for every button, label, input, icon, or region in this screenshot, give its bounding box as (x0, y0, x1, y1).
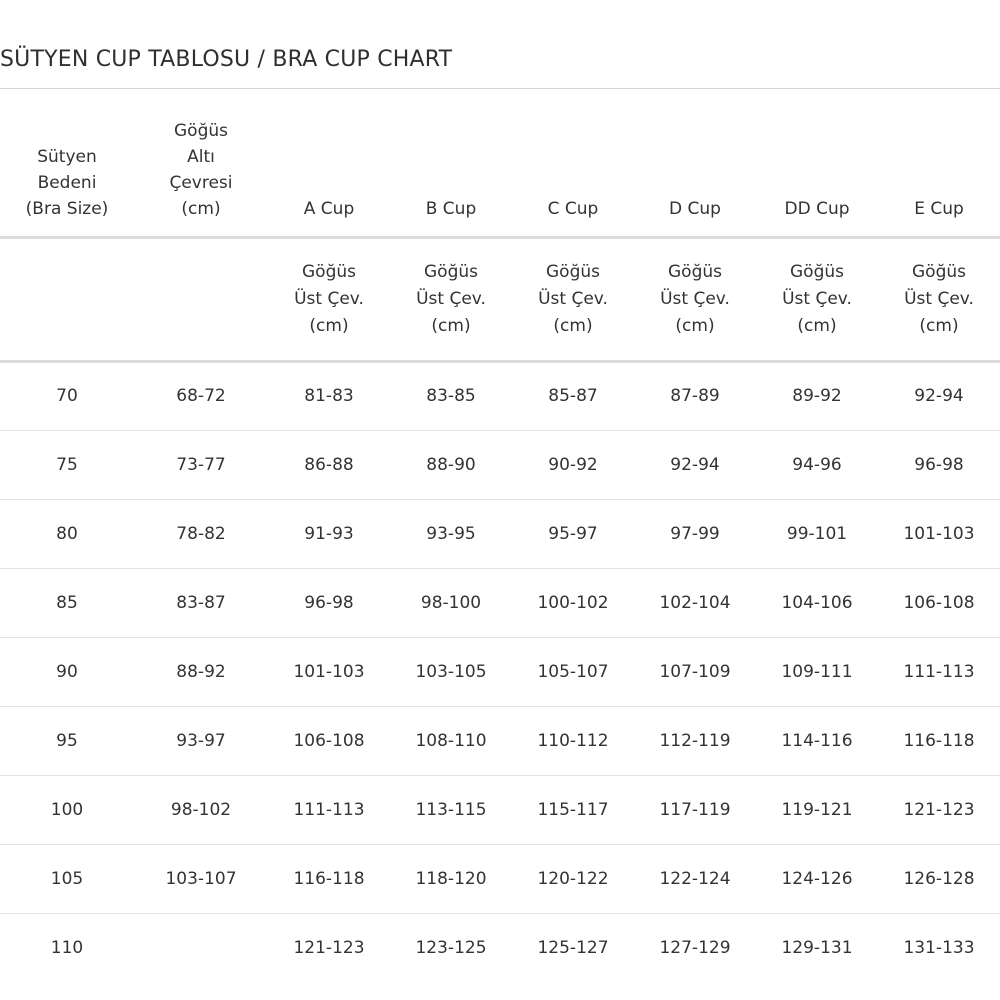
underbust-cell: 88-92 (134, 637, 268, 706)
underbust-cell: 78-82 (134, 499, 268, 568)
subheader-line: (cm) (675, 315, 715, 336)
cup-d-cell: 112-119 (634, 706, 756, 775)
cup-d-cell: 107-109 (634, 637, 756, 706)
subheader-line: Üst Çev. (782, 288, 852, 309)
cup-c-cell: 110-112 (512, 706, 634, 775)
subheader-line: Göğüs (302, 261, 356, 282)
cup-dd-cell: 119-121 (756, 775, 878, 844)
cup-dd-cell: 114-116 (756, 706, 878, 775)
subheader-empty (134, 237, 268, 361)
cup-b-cell: 118-120 (390, 844, 512, 913)
cup-dd-cell: 89-92 (756, 361, 878, 430)
cup-a-cell: 86-88 (268, 430, 390, 499)
cup-c-cell: 125-127 (537, 937, 609, 958)
table-row (0, 499, 1000, 568)
cup-dd-cell: 104-106 (756, 568, 878, 637)
table-row (0, 637, 1000, 706)
cup-d-cell: 102-104 (634, 568, 756, 637)
bra-size-cell: 70 (0, 361, 134, 430)
underbust-cell: 93-97 (134, 706, 268, 775)
table-row (0, 430, 1000, 499)
cup-d-cell: 122-124 (634, 844, 756, 913)
table-header-row (0, 89, 1000, 237)
cup-c-cell: 120-122 (512, 844, 634, 913)
cup-b-cell: 88-90 (390, 430, 512, 499)
page-title: SÜTYEN CUP TABLOSU / BRA CUP CHART (0, 47, 453, 72)
subheader-line: Göğüs (424, 261, 478, 282)
subheader-cup-measure (878, 237, 1000, 361)
subheader-cup-measure (268, 237, 390, 361)
subheader-line: (cm) (553, 315, 593, 336)
header-bra-size-line: Bedeni (37, 172, 97, 193)
bra-size-cell: 75 (0, 430, 134, 499)
underbust-cell: 68-72 (134, 361, 268, 430)
subheader-line: Üst Çev. (660, 288, 730, 309)
cup-b-cell: 103-105 (390, 637, 512, 706)
table-row (0, 361, 1000, 430)
bra-size-cell: 95 (0, 706, 134, 775)
cup-d-cell: 97-99 (634, 499, 756, 568)
subheader-line: Göğüs (668, 261, 722, 282)
header-cup-d: D Cup (634, 89, 756, 237)
cup-d-cell: 127-129 (659, 937, 731, 958)
subheader-line: Göğüs (790, 261, 844, 282)
underbust-cell: 103-107 (134, 844, 268, 913)
subheader-empty (0, 237, 134, 361)
cup-a-cell: 96-98 (268, 568, 390, 637)
underbust-cell: 73-77 (134, 430, 268, 499)
cup-d-cell: 117-119 (634, 775, 756, 844)
cup-e-cell: 121-123 (878, 775, 1000, 844)
cup-e-cell: 101-103 (878, 499, 1000, 568)
bra-size-cell: 85 (0, 568, 134, 637)
cup-dd-cell: 109-111 (756, 637, 878, 706)
header-cup-b: B Cup (390, 89, 512, 237)
subheader-cup-measure (390, 237, 512, 361)
cup-e-cell: 126-128 (878, 844, 1000, 913)
table-row (0, 568, 1000, 637)
subheader-line: (cm) (309, 315, 349, 336)
bra-size-cell: 110 (50, 937, 84, 958)
bra-cup-chart-table (0, 89, 1000, 982)
cup-c-cell: 115-117 (512, 775, 634, 844)
header-cup-dd: DD Cup (756, 89, 878, 237)
subheader-line: Üst Çev. (538, 288, 608, 309)
cup-e-cell: 116-118 (878, 706, 1000, 775)
subheader-line: Göğüs (912, 261, 966, 282)
cup-c-cell: 100-102 (512, 568, 634, 637)
cup-a-cell: 111-113 (268, 775, 390, 844)
subheader-cup-measure (512, 237, 634, 361)
cup-e-cell: 106-108 (878, 568, 1000, 637)
cup-c-cell: 95-97 (512, 499, 634, 568)
table-row (0, 706, 1000, 775)
cup-d-cell: 92-94 (634, 430, 756, 499)
subheader-cup-measure (634, 237, 756, 361)
bra-size-cell: 90 (0, 637, 134, 706)
cup-a-cell: 91-93 (268, 499, 390, 568)
header-cup-c: C Cup (512, 89, 634, 237)
cup-b-cell: 98-100 (390, 568, 512, 637)
cup-dd-cell: 124-126 (756, 844, 878, 913)
subheader-line: Üst Çev. (904, 288, 974, 309)
cup-a-cell: 121-123 (293, 937, 365, 958)
cup-e-cell: 92-94 (878, 361, 1000, 430)
cup-b-cell: 113-115 (390, 775, 512, 844)
subheader-line: (cm) (919, 315, 959, 336)
subheader-line: Üst Çev. (416, 288, 486, 309)
cup-e-cell: 111-113 (878, 637, 1000, 706)
header-underbust-line: Altı (187, 146, 215, 167)
cup-a-cell: 116-118 (268, 844, 390, 913)
header-underbust (134, 89, 268, 237)
cup-dd-cell: 99-101 (756, 499, 878, 568)
cup-b-cell: 83-85 (390, 361, 512, 430)
cup-dd-cell: 129-131 (781, 937, 853, 958)
bra-size-cell: 100 (0, 775, 134, 844)
bra-size-cell: 105 (0, 844, 134, 913)
cup-c-cell: 90-92 (512, 430, 634, 499)
cup-b-cell: 108-110 (390, 706, 512, 775)
header-bra-size-line: Sütyen (37, 146, 97, 167)
underbust-cell: 98-102 (134, 775, 268, 844)
subheader-cup-measure (756, 237, 878, 361)
header-bra-size (0, 89, 134, 237)
cup-e-cell: 96-98 (878, 430, 1000, 499)
table-row (0, 775, 1000, 844)
cup-e-cell: 131-133 (903, 937, 975, 958)
header-underbust-line: Göğüs (174, 120, 228, 141)
cup-c-cell: 105-107 (512, 637, 634, 706)
header-underbust-line: Çevresi (169, 172, 233, 193)
cup-b-cell: 93-95 (390, 499, 512, 568)
underbust-cell (134, 913, 268, 982)
cup-a-cell: 101-103 (268, 637, 390, 706)
subheader-line: Göğüs (546, 261, 600, 282)
table-subheader-row (0, 237, 1000, 361)
table-row (0, 844, 1000, 913)
subheader-line: (cm) (431, 315, 471, 336)
bra-size-cell: 80 (0, 499, 134, 568)
header-bra-size-line: (Bra Size) (25, 198, 109, 219)
cup-b-cell: 123-125 (415, 937, 487, 958)
header-cup-a: A Cup (268, 89, 390, 237)
header-cup-e: E Cup (878, 89, 1000, 237)
cup-c-cell: 85-87 (512, 361, 634, 430)
table-row (0, 913, 1000, 982)
cup-d-cell: 87-89 (634, 361, 756, 430)
cup-a-cell: 81-83 (268, 361, 390, 430)
subheader-line: Üst Çev. (294, 288, 364, 309)
header-underbust-line: (cm) (181, 198, 221, 219)
subheader-line: (cm) (797, 315, 837, 336)
cup-dd-cell: 94-96 (756, 430, 878, 499)
underbust-cell: 83-87 (134, 568, 268, 637)
cup-a-cell: 106-108 (268, 706, 390, 775)
